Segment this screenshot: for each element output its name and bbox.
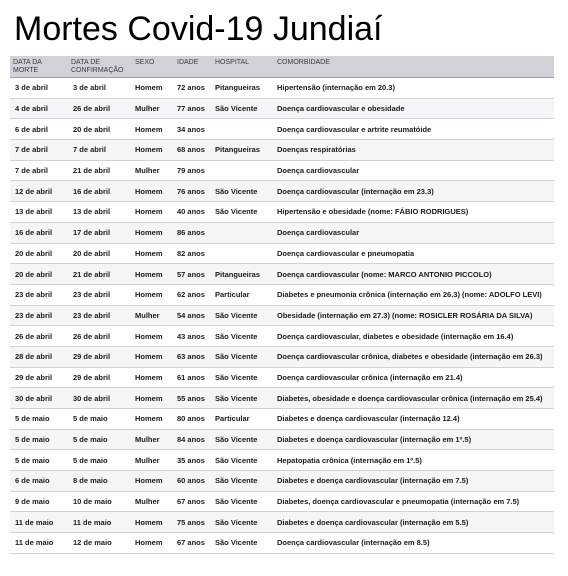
cell-comorbidity: Obesidade (internação em 27.3) (nome: ROSICLER ROSÁRIA DA SILVA) (274, 305, 554, 326)
cell-sex: Homem (132, 264, 174, 285)
cell-hospital: São Vicente (212, 326, 274, 347)
cell-confirmation-date: 29 de abril (68, 367, 132, 388)
cell-age: 60 anos (174, 471, 212, 492)
cell-comorbidity: Diabetes e doença cardiovascular (internação em 7.5) (274, 471, 554, 492)
cell-age: 68 anos (174, 140, 212, 161)
cell-comorbidity: Hipertensão (internação em 20.3) (274, 78, 554, 99)
cell-death-date: 20 de abril (10, 243, 68, 264)
cell-confirmation-date: 26 de abril (68, 326, 132, 347)
cell-sex: Homem (132, 388, 174, 409)
cell-sex: Homem (132, 326, 174, 347)
table-row (10, 533, 554, 554)
cell-age: 75 anos (174, 512, 212, 533)
cell-death-date: 26 de abril (10, 326, 68, 347)
cell-death-date: 23 de abril (10, 284, 68, 305)
cell-hospital: São Vicente (212, 181, 274, 202)
cell-age: 63 anos (174, 346, 212, 367)
cell-confirmation-date: 20 de abril (68, 119, 132, 140)
table-row (10, 471, 554, 492)
cell-death-date: 4 de abril (10, 98, 68, 119)
cell-sex: Homem (132, 284, 174, 305)
cell-confirmation-date: 16 de abril (68, 181, 132, 202)
table-row (10, 243, 554, 264)
cell-comorbidity: Doença cardiovascular (274, 222, 554, 243)
cell-confirmation-date: 7 de abril (68, 140, 132, 161)
cell-death-date: 7 de abril (10, 160, 68, 181)
cell-sex: Mulher (132, 450, 174, 471)
cell-confirmation-date: 11 de maio (68, 512, 132, 533)
cell-age: 67 anos (174, 491, 212, 512)
cell-sex: Homem (132, 78, 174, 99)
cell-hospital: São Vicente (212, 491, 274, 512)
cell-hospital: São Vicente (212, 533, 274, 554)
cell-age: 40 anos (174, 202, 212, 223)
cell-death-date: 5 de maio (10, 409, 68, 430)
cell-hospital: São Vicente (212, 450, 274, 471)
cell-death-date: 9 de maio (10, 491, 68, 512)
cell-confirmation-date: 5 de maio (68, 429, 132, 450)
table-row (10, 119, 554, 140)
cell-sex: Homem (132, 367, 174, 388)
cell-age: 80 anos (174, 409, 212, 430)
cell-hospital: São Vicente (212, 367, 274, 388)
cell-age: 55 anos (174, 388, 212, 409)
cell-confirmation-date: 26 de abril (68, 98, 132, 119)
cell-death-date: 30 de abril (10, 388, 68, 409)
cell-comorbidity: Doença cardiovascular e pneumopatia (274, 243, 554, 264)
cell-hospital (212, 243, 274, 264)
cell-sex: Homem (132, 119, 174, 140)
cell-hospital: Particular (212, 284, 274, 305)
table-row (10, 140, 554, 161)
cell-death-date: 6 de abril (10, 119, 68, 140)
cell-sex: Homem (132, 346, 174, 367)
cell-death-date: 16 de abril (10, 222, 68, 243)
col-header-death-date: DATA DA MORTE (10, 56, 68, 78)
cell-age: 84 anos (174, 429, 212, 450)
cell-confirmation-date: 21 de abril (68, 160, 132, 181)
cell-hospital: São Vicente (212, 346, 274, 367)
cell-sex: Homem (132, 471, 174, 492)
cell-sex: Mulher (132, 305, 174, 326)
cell-death-date: 28 de abril (10, 346, 68, 367)
cell-confirmation-date: 23 de abril (68, 305, 132, 326)
cell-hospital: São Vicente (212, 202, 274, 223)
cell-sex: Mulher (132, 491, 174, 512)
cell-confirmation-date: 30 de abril (68, 388, 132, 409)
col-header-confirmation-date: DATA DE CONFIRMAÇÃO (68, 56, 132, 78)
cell-hospital (212, 222, 274, 243)
cell-death-date: 7 de abril (10, 140, 68, 161)
cell-hospital: Pitangueiras (212, 78, 274, 99)
cell-confirmation-date: 13 de abril (68, 202, 132, 223)
cell-death-date: 20 de abril (10, 264, 68, 285)
cell-sex: Homem (132, 140, 174, 161)
cell-comorbidity: Doença cardiovascular e obesidade (274, 98, 554, 119)
cell-comorbidity: Diabetes, doença cardiovascular e pneumopatia (internação em 7.5) (274, 491, 554, 512)
cell-age: 82 anos (174, 243, 212, 264)
cell-comorbidity: Doença cardiovascular (internação em 23.3) (274, 181, 554, 202)
cell-death-date: 13 de abril (10, 202, 68, 223)
cell-death-date: 6 de maio (10, 471, 68, 492)
table-row (10, 450, 554, 471)
cell-confirmation-date: 29 de abril (68, 346, 132, 367)
cell-age: 62 anos (174, 284, 212, 305)
cell-hospital (212, 160, 274, 181)
table-row (10, 491, 554, 512)
cell-sex: Homem (132, 533, 174, 554)
cell-death-date: 29 de abril (10, 367, 68, 388)
cell-hospital: Pitangueiras (212, 264, 274, 285)
cell-hospital: Pitangueiras (212, 140, 274, 161)
header-row (10, 56, 554, 78)
cell-confirmation-date: 5 de maio (68, 450, 132, 471)
cell-confirmation-date: 17 de abril (68, 222, 132, 243)
cell-comorbidity: Diabetes e doença cardiovascular (internação em 5.5) (274, 512, 554, 533)
cell-comorbidity: Doenças respiratórias (274, 140, 554, 161)
table-header (10, 56, 554, 78)
cell-age: 54 anos (174, 305, 212, 326)
table-row (10, 326, 554, 347)
col-header-sex: SEXO (132, 56, 174, 78)
cell-comorbidity: Doença cardiovascular (internação em 8.5) (274, 533, 554, 554)
table-row (10, 160, 554, 181)
cell-age: 35 anos (174, 450, 212, 471)
cell-confirmation-date: 20 de abril (68, 243, 132, 264)
cell-hospital: São Vicente (212, 98, 274, 119)
cell-comorbidity: Doença cardiovascular, diabetes e obesidade (internação em 16.4) (274, 326, 554, 347)
table-body (10, 78, 554, 554)
cell-comorbidity: Doença cardiovascular crônica, diabetes e obesidade (internação em 26.3) (274, 346, 554, 367)
cell-age: 79 anos (174, 160, 212, 181)
table-row (10, 346, 554, 367)
cell-comorbidity: Diabetes, obesidade e doença cardiovascular crônica (internação em 25.4) (274, 388, 554, 409)
cell-age: 43 anos (174, 326, 212, 347)
table-row (10, 78, 554, 99)
cell-confirmation-date: 5 de maio (68, 409, 132, 430)
cell-death-date: 5 de maio (10, 429, 68, 450)
cell-confirmation-date: 21 de abril (68, 264, 132, 285)
table-row (10, 181, 554, 202)
cell-hospital: São Vicente (212, 388, 274, 409)
cell-hospital: Particular (212, 409, 274, 430)
cell-hospital: São Vicente (212, 471, 274, 492)
table-row (10, 305, 554, 326)
cell-age: 34 anos (174, 119, 212, 140)
cell-death-date: 5 de maio (10, 450, 68, 471)
cell-hospital: São Vicente (212, 305, 274, 326)
cell-sex: Homem (132, 409, 174, 430)
cell-sex: Homem (132, 222, 174, 243)
cell-death-date: 12 de abril (10, 181, 68, 202)
cell-death-date: 3 de abril (10, 78, 68, 99)
cell-comorbidity: Diabetes e pneumonia crônica (internação em 26.3) (nome: ADOLFO LEVI) (274, 284, 554, 305)
table-row (10, 202, 554, 223)
page-title: Mortes Covid-19 Jundiaí (14, 10, 383, 48)
cell-comorbidity: Hipertensão e obesidade (nome: FÁBIO RODRIGUES) (274, 202, 554, 223)
col-header-comorbidity: COMORBIDADE (274, 56, 554, 78)
cell-comorbidity: Doença cardiovascular (274, 160, 554, 181)
col-header-age: IDADE (174, 56, 212, 78)
table-row (10, 284, 554, 305)
cell-sex: Homem (132, 243, 174, 264)
cell-age: 61 anos (174, 367, 212, 388)
cell-comorbidity: Diabetes e doença cardiovascular (internação em 1º.5) (274, 429, 554, 450)
cell-confirmation-date: 3 de abril (68, 78, 132, 99)
cell-age: 72 anos (174, 78, 212, 99)
cell-comorbidity: Doença cardiovascular crônica (internação em 21.4) (274, 367, 554, 388)
cell-hospital: São Vicente (212, 512, 274, 533)
cell-death-date: 11 de maio (10, 533, 68, 554)
cell-sex: Homem (132, 181, 174, 202)
table-row (10, 98, 554, 119)
cell-death-date: 11 de maio (10, 512, 68, 533)
cell-confirmation-date: 8 de maio (68, 471, 132, 492)
cell-sex: Homem (132, 202, 174, 223)
cell-age: 76 anos (174, 181, 212, 202)
cell-sex: Mulher (132, 429, 174, 450)
cell-sex: Mulher (132, 160, 174, 181)
table-row (10, 367, 554, 388)
cell-age: 67 anos (174, 533, 212, 554)
cell-death-date: 23 de abril (10, 305, 68, 326)
table-row (10, 512, 554, 533)
cell-hospital: São Vicente (212, 429, 274, 450)
cell-confirmation-date: 23 de abril (68, 284, 132, 305)
cell-comorbidity: Doença cardiovascular (nome: MARCO ANTONIO PICCOLO) (274, 264, 554, 285)
deaths-table (10, 56, 554, 554)
cell-age: 57 anos (174, 264, 212, 285)
cell-confirmation-date: 12 de maio (68, 533, 132, 554)
table-row (10, 264, 554, 285)
cell-age: 77 anos (174, 98, 212, 119)
cell-hospital (212, 119, 274, 140)
table-row (10, 429, 554, 450)
cell-comorbidity: Hepatopatia crônica (internação em 1º.5) (274, 450, 554, 471)
cell-confirmation-date: 10 de maio (68, 491, 132, 512)
cell-sex: Mulher (132, 98, 174, 119)
cell-age: 86 anos (174, 222, 212, 243)
cell-sex: Homem (132, 512, 174, 533)
table-row (10, 409, 554, 430)
col-header-hospital: HOSPITAL (212, 56, 274, 78)
cell-comorbidity: Diabetes e doença cardiovascular (internação 12.4) (274, 409, 554, 430)
table-row (10, 222, 554, 243)
table-row (10, 388, 554, 409)
cell-comorbidity: Doença cardiovascular e artrite reumatóide (274, 119, 554, 140)
